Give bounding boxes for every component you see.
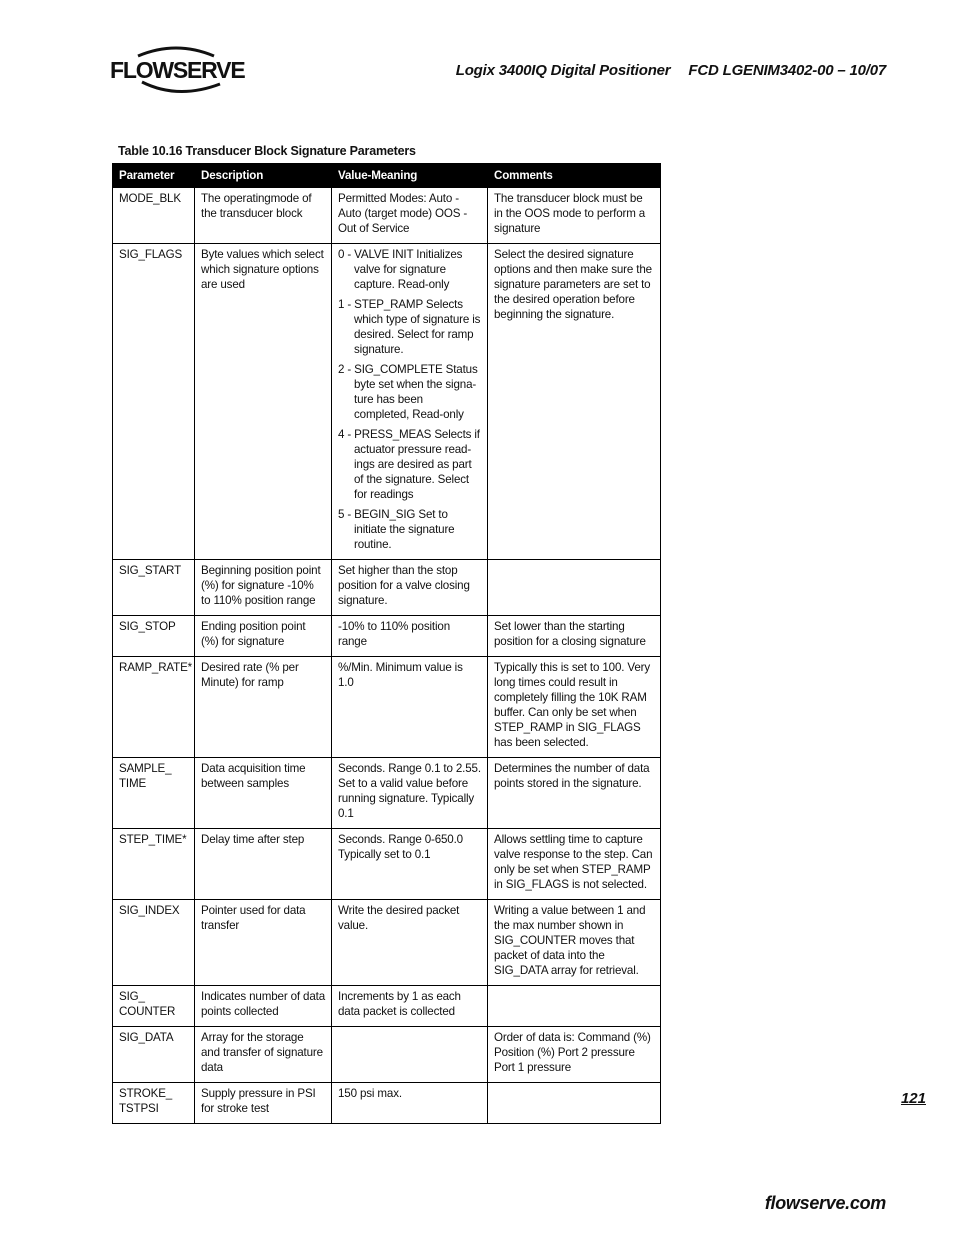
table-row xyxy=(113,986,661,1027)
value-item: 2 - SIG_COMPLETE Status byte set when the signa-ture has been completed, Read-only xyxy=(338,363,478,421)
comments-cell: Set lower than the starting position for a closing signature xyxy=(488,616,661,657)
description-cell: Desired rate (% per Minute) for ramp xyxy=(195,657,332,758)
header-parameter: Parameter xyxy=(113,164,195,188)
comments-cell: The transducer block must be in the OOS mode to perform a signature xyxy=(488,188,661,244)
description-cell: Pointer used for data transfer xyxy=(195,900,332,986)
table-row xyxy=(113,616,661,657)
value-item: Write the desired packet value. xyxy=(338,904,460,932)
signature-parameters-table xyxy=(112,163,661,1124)
description-cell: Beginning position point (%) for signature -10% to 110% position range xyxy=(195,560,332,616)
header-value-meaning: Value-Meaning xyxy=(332,164,488,188)
parameter-cell: MODE_BLK xyxy=(113,188,195,244)
description-cell: Delay time after step xyxy=(195,829,332,900)
value-meaning-cell xyxy=(332,616,488,657)
description-cell: Data acquisition time between samples xyxy=(195,758,332,829)
comments-cell: Writing a value between 1 and the max number shown in SIG_COUNTER moves that packet of data into the SIG_DATA array for retrieval. xyxy=(488,900,661,986)
parameter-cell: SIG_STOP xyxy=(113,616,195,657)
table-row xyxy=(113,657,661,758)
value-item: Increments by 1 as each data packet is collected xyxy=(338,990,461,1018)
parameter-cell: RAMP_RATE* xyxy=(113,657,195,758)
value-item: 1 - STEP_RAMP Selects which type of signature is desired. Select for ramp signature. xyxy=(338,298,481,356)
table-row xyxy=(113,244,661,560)
table-row xyxy=(113,900,661,986)
value-item: Set higher than the stop position for a valve closing signature. xyxy=(338,564,470,607)
value-item: %/Min. Minimum value is 1.0 xyxy=(338,661,463,689)
comments-cell xyxy=(488,986,661,1027)
parameter-cell: SIG_START xyxy=(113,560,195,616)
description-cell: The operatingmode of the transducer block xyxy=(195,188,332,244)
document-code: FCD LGENIM3402-00 – 10/07 xyxy=(688,62,886,79)
value-meaning-cell xyxy=(332,829,488,900)
header-comments: Comments xyxy=(488,164,661,188)
parameter-cell: SIG_FLAGS xyxy=(113,244,195,560)
table-row xyxy=(113,758,661,829)
value-item: 5 - BEGIN_SIG Set to initiate the signature routine. xyxy=(338,508,455,551)
comments-cell: Typically this is set to 100. Very long times could result in completely filling the 10K RAM buffer. Can only be set when STEP_RAMP in SIG_FLAGS has been selected. xyxy=(488,657,661,758)
comments-cell: Determines the number of data points stored in the signature. xyxy=(488,758,661,829)
parameter-cell: STEP_TIME* xyxy=(113,829,195,900)
table-row xyxy=(113,560,661,616)
description-cell: Supply pressure in PSI for stroke test xyxy=(195,1083,332,1124)
flowserve-logo xyxy=(108,40,248,96)
page-number: 121 xyxy=(900,1090,926,1107)
footer-url: flowserve.com xyxy=(764,1193,886,1213)
table-caption: Table 10.16 Transducer Block Signature Parameters xyxy=(118,144,416,158)
comments-cell xyxy=(488,1083,661,1124)
header-description: Description xyxy=(195,164,332,188)
comments-cell: Select the desired signature options and then make sure the signature parameters are set to the desired operation before beginning the signature. xyxy=(488,244,661,560)
table-row xyxy=(113,188,661,244)
table-row xyxy=(113,1027,661,1083)
comments-cell xyxy=(488,560,661,616)
table-row xyxy=(113,829,661,900)
value-meaning-cell xyxy=(332,560,488,616)
value-meaning-cell xyxy=(332,657,488,758)
svg-text:FLOWSERVE: FLOWSERVE xyxy=(110,57,245,83)
document-header xyxy=(456,62,886,79)
value-meaning-cell xyxy=(332,1083,488,1124)
parameter-cell: STROKE_ TSTPSI xyxy=(113,1083,195,1124)
value-meaning-cell xyxy=(332,188,488,244)
parameter-cell: SIG_DATA xyxy=(113,1027,195,1083)
table-header-row xyxy=(113,164,661,188)
value-meaning-cell xyxy=(332,986,488,1027)
comments-cell: Order of data is: Command (%) Position (%) Port 2 pressure Port 1 pressure xyxy=(488,1027,661,1083)
value-item: Seconds. Range 0-650.0 Typically set to 0.1 xyxy=(338,833,463,861)
value-item: 0 - VALVE INIT Initializes valve for signature capture. Read-only xyxy=(338,248,463,291)
comments-cell: Allows settling time to capture valve response to the step. Can only be set when STEP_RAMP in SIG_FLAGS is not selected. xyxy=(488,829,661,900)
value-item: Seconds. Range 0.1 to 2.55. Set to a valid value before running signature. Typically 0.1 xyxy=(338,762,481,820)
parameter-cell: SIG_ COUNTER xyxy=(113,986,195,1027)
description-cell: Ending position point (%) for signature xyxy=(195,616,332,657)
value-item: Permitted Modes: Auto - Auto (target mode) OOS - Out of Service xyxy=(338,192,468,235)
value-item: 4 - PRESS_MEAS Selects if actuator pressure read-ings are desired as part of the signature. Select for readings xyxy=(338,428,480,501)
description-cell: Array for the storage and transfer of signature data xyxy=(195,1027,332,1083)
table-row xyxy=(113,1083,661,1124)
value-meaning-cell xyxy=(332,900,488,986)
value-item: 150 psi max. xyxy=(338,1087,402,1100)
value-meaning-cell xyxy=(332,758,488,829)
value-meaning-cell xyxy=(332,244,488,560)
description-cell: Indicates number of data points collected xyxy=(195,986,332,1027)
value-item: -10% to 110% position range xyxy=(338,620,451,648)
parameter-cell: SAMPLE_ TIME xyxy=(113,758,195,829)
parameter-cell: SIG_INDEX xyxy=(113,900,195,986)
description-cell: Byte values which select which signature options are used xyxy=(195,244,332,560)
product-name: Logix 3400IQ Digital Positioner xyxy=(455,62,671,79)
value-meaning-cell xyxy=(332,1027,488,1083)
